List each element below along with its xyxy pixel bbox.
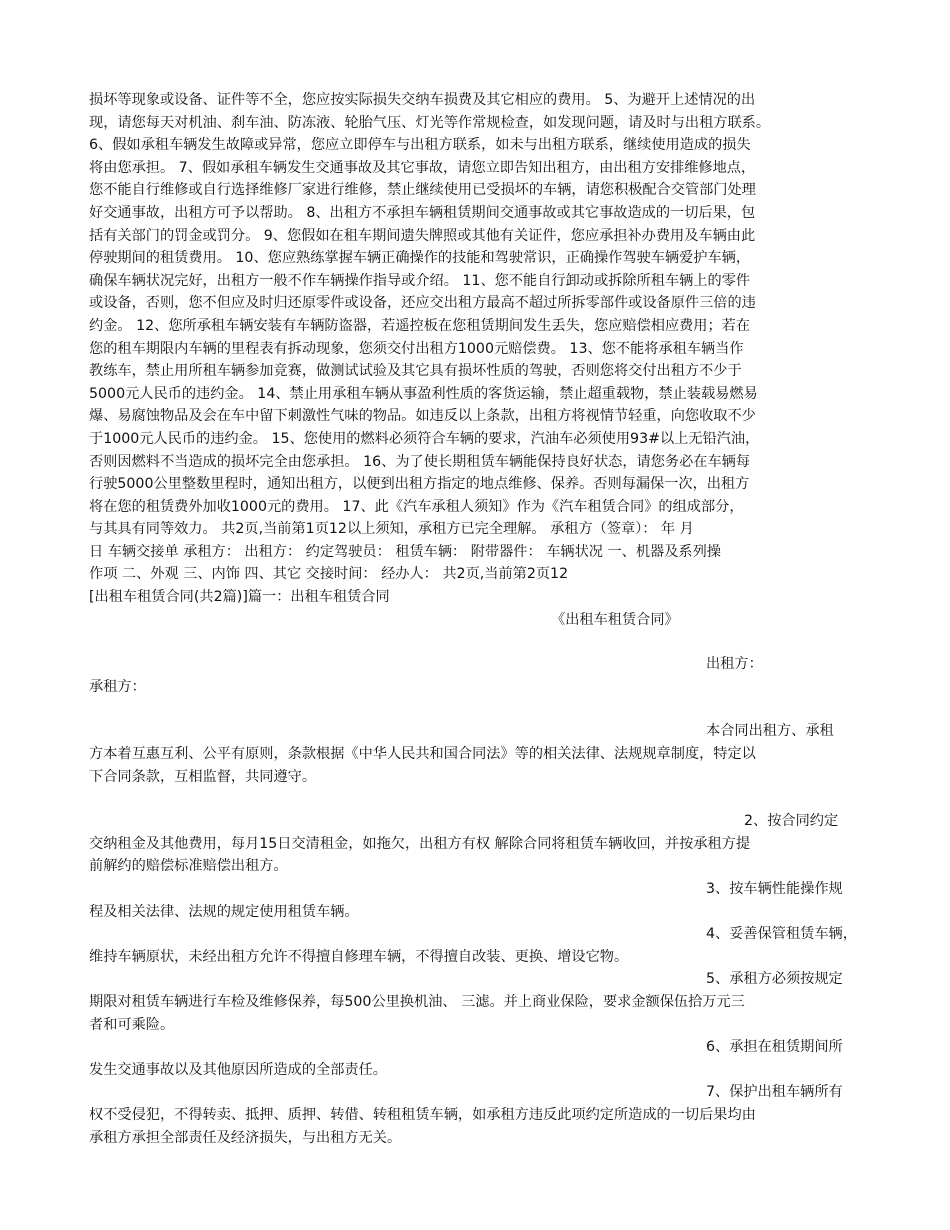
parties-block bbox=[89, 653, 864, 698]
text-line: 6、假如承租车辆发生故障或异常，您应立即停车与出租方联系，如未与出租方联系，继续使用造成的损失 bbox=[89, 137, 751, 154]
text-line: 5000元人民币的违约金。 14、禁止用承租车辆从事盈利性质的客货运输，禁止超重载物，禁止装载易燃易 bbox=[89, 385, 758, 402]
text-line: 3、按车辆性能操作规 bbox=[706, 881, 843, 897]
text-line: 7、保护出租车辆所有 bbox=[706, 1084, 843, 1101]
notice-paragraph bbox=[89, 89, 864, 609]
text-line: 日 车辆交接单 承租方： 出租方： 约定驾驶员： 租赁车辆： 附带器件： 车辆状况 一、机器及系列操 bbox=[89, 543, 721, 560]
contract-title-block bbox=[89, 609, 864, 632]
text-line: 程及相关法律、法规的规定使用租赁车辆。 bbox=[89, 903, 359, 920]
text-line: 确保车辆状况完好，出租方一般不作车辆操作指导或介绍。 11、您不能自行卸动或拆除所租车辆上的零件 bbox=[89, 272, 751, 289]
lessor-label: 出租方： bbox=[706, 656, 763, 673]
text-line: 作项 二、外观 三、内饰 四、其它 交接时间： 经办人： 共2页,当前第2页12 bbox=[89, 566, 569, 583]
text-line: 者和可乘险。 bbox=[89, 1016, 175, 1033]
text-line: 停驶期间的租赁费用。 10、您应熟练掌握车辆正确操作的技能和驾驶常识，正确操作驾驶车辆爱护车辆， bbox=[89, 250, 751, 267]
clause-3 bbox=[89, 878, 864, 923]
text-line: 好交通事故，出租方可予以帮助。 8、出租方不承担车辆租赁期间交通事故或其它事故造成的一切后果，包 bbox=[89, 204, 756, 221]
clause-5 bbox=[89, 968, 864, 1036]
text-line: 维持车辆原状，未经出租方允许不得擅自修理车辆，不得擅自改装、更换、增设它物。 bbox=[89, 948, 629, 965]
text-line: 权不受侵犯，不得转卖、抵押、质押、转借、转租租赁车辆，如承租方违反此项约定所造成的一切后果均由 bbox=[89, 1106, 756, 1123]
clause-7 bbox=[89, 1081, 864, 1149]
text-line: 行驶5000公里整数里程时，通知出租方，以便到出租方指定的地点维修、保养。否则每漏保一次，出租方 bbox=[89, 476, 750, 493]
text-line: 爆、易腐蚀物品及会在车中留下刺激性气味的物品。如违反以上条款，出租方将视情节轻重，向您收取不少 bbox=[89, 408, 756, 425]
text-line: 下合同条款，互相监督，共同遵守。 bbox=[89, 768, 317, 785]
text-line: 本合同出租方、承租 bbox=[706, 723, 834, 740]
text-line: 与其具有同等效力。 共2页,当前第1页12以上须知，承租方已完全理解。 承租方（签章）： 年 月 bbox=[89, 521, 694, 538]
document-body bbox=[89, 89, 864, 1149]
text-line: 前解约的赔偿标准赔偿出租方。 bbox=[89, 858, 288, 875]
text-line: 损坏等现象或设备、证件等不全，您应按实际损失交纳车损费及其它相应的费用。 5、为避开上述情况的出 bbox=[89, 92, 756, 108]
text-line: 4、妥善保管租赁车辆， bbox=[706, 926, 857, 943]
text-line: [出租车租赁合同(共2篇)]篇一：出租车租赁合同 bbox=[89, 589, 390, 606]
lessee-label: 承租方： bbox=[89, 678, 146, 695]
text-line: 括有关部门的罚金或罚分。 9、您假如在租车期间遗失牌照或其他有关证件，您应承担补办费用及车辆由此 bbox=[89, 227, 756, 244]
text-line: 或设备，否则，您不但应及时归还原零件或设备，还应交出租方最高不超过所拆零部件或设备原件三倍的违 bbox=[89, 295, 756, 312]
text-line: 承租方承担全部责任及经济损失，与出租方无关。 bbox=[89, 1129, 402, 1146]
text-line: 您的租车期限内车辆的里程表有拆动现象，您须交付出租方1000元赔偿费。 13、您不能将承租车辆当作 bbox=[89, 340, 744, 357]
contract-title: 《出租车租赁合同》 bbox=[551, 611, 679, 628]
text-line: 教练车，禁止用所租车辆参加竞赛，做测试试验及其它具有损坏性质的驾驶，否则您将交付出租方不少于 bbox=[89, 363, 742, 380]
text-line: 方本着互惠互利、公平有原则，条款根据《中华人民共和国合同法》等的相关法律、法规规章制度，特定以 bbox=[89, 746, 756, 763]
text-line: 交纳租金及其他费用，每月15日交清租金，如拖欠，出租方有权 解除合同将租赁车辆收回，并按承租方提 bbox=[89, 835, 751, 852]
text-line: 否则因燃料不当造成的损坏完全由您承担。 16、为了使长期租赁车辆能保持良好状态，请您务必在车辆每 bbox=[89, 453, 751, 470]
text-line: 5、承租方必须按规定 bbox=[706, 971, 843, 988]
text-line: 发生交通事故以及其他原因所造成的全部责任。 bbox=[89, 1061, 387, 1078]
text-line: 将由您承担。 7、假如承租车辆发生交通事故及其它事故，请您立即告知出租方，由出租方安排维修地点， bbox=[89, 159, 756, 176]
text-line: 将在您的租赁费外加收1000元的费用。 17、此《汽车承租人须知》作为《汽车租赁合同》的组成部分， bbox=[89, 498, 744, 515]
text-line: 约金。 12、您所承租车辆安装有车辆防盗器，若遥控板在您租赁期间发生丢失，您应赔偿相应费用；若在 bbox=[89, 317, 751, 334]
text-line: 2、按合同约定 bbox=[744, 813, 839, 830]
clause-4 bbox=[89, 923, 864, 968]
clause-intro bbox=[89, 720, 864, 788]
text-line: 现，请您每天对机油、刹车油、防冻液、轮胎气压、灯光等作常规检查，如发现问题，请及时与出租方联系。 bbox=[89, 114, 771, 131]
clause-6 bbox=[89, 1036, 864, 1081]
text-line: 6、承担在租赁期间所 bbox=[706, 1039, 843, 1056]
text-line: 期限对租赁车辆进行车检及维修保养，每500公里换机油、 三滤。并上商业保险，要求金额保伍拾万元三 bbox=[89, 993, 745, 1010]
text-line: 于1000元人民币的违约金。 15、您使用的燃料必须符合车辆的要求，汽油车必须使用93#以上无铅汽油， bbox=[89, 430, 760, 447]
clause-2 bbox=[89, 810, 864, 878]
text-line: 您不能自行维修或自行选择维修厂家进行维修，禁止继续使用已受损坏的车辆，请您积极配合交管部门处理 bbox=[89, 182, 756, 199]
